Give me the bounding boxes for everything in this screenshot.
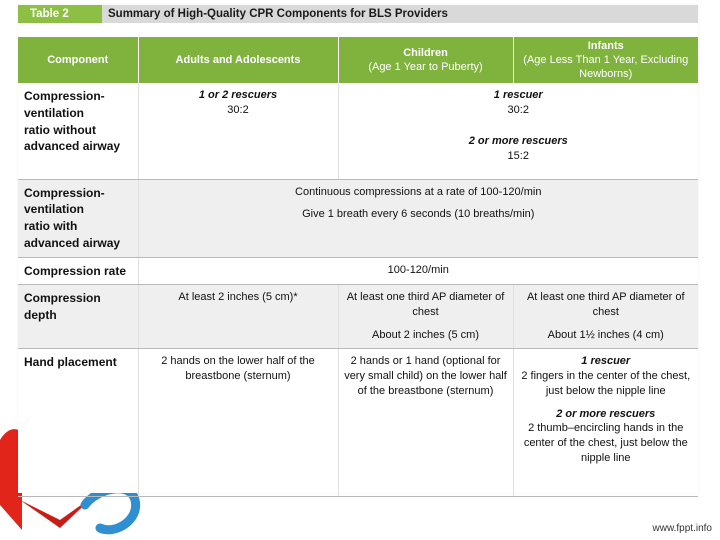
cpr-components-table (18, 37, 698, 497)
row-label: Compression-ventilation ratio with advanced airway (18, 179, 138, 257)
child-infant-ratio-cell: 1 rescuer 30:2 2 or more rescuers 15:2 (338, 83, 698, 179)
cpr-summary-table-card (18, 5, 698, 493)
table-row-ratio-without-airway (18, 83, 698, 179)
child-hand-cell: 2 hands or 1 hand (optional for very small child) on the lower half of the breastbone (sternum) (338, 349, 513, 497)
header-adults: Adults and Adolescents (138, 37, 338, 83)
header-infants: Infants (Age Less Than 1 Year, Excluding Newborns) (513, 37, 698, 83)
row-label: Compression depth (18, 285, 138, 349)
table-row-ratio-with-airway (18, 179, 698, 257)
table-title-bar (18, 5, 698, 23)
row-label: Compression-ventilation ratio without advanced airway (18, 83, 138, 179)
table-row-compression-rate (18, 257, 698, 285)
header-component: Component (18, 37, 138, 83)
infant-depth-cell: At least one third AP diameter of chest About 1½ inches (4 cm) (513, 285, 698, 349)
adult-depth-cell: At least 2 inches (5 cm)* (138, 285, 338, 349)
row-label: Compression rate (18, 257, 138, 285)
rate-value-cell: 100-120/min (138, 257, 698, 285)
watermark: www.fppt.info (652, 523, 712, 534)
table-header-row (18, 37, 698, 83)
adult-ratio-cell: 1 or 2 rescuers 30:2 (138, 83, 338, 179)
airway-instructions-cell: Continuous compressions at a rate of 100-120/min Give 1 breath every 6 seconds (10 breaths/min) (138, 179, 698, 257)
adult-hand-cell: 2 hands on the lower half of the breastbone (sternum) (138, 349, 338, 497)
table-row-hand-placement (18, 349, 698, 497)
row-label: Hand placement (18, 349, 138, 497)
child-depth-cell: At least one third AP diameter of chest About 2 inches (5 cm) (338, 285, 513, 349)
table-title: Summary of High-Quality CPR Components for BLS Providers (108, 8, 448, 20)
table-tag: Table 2 (18, 5, 102, 23)
header-children: Children (Age 1 Year to Puberty) (338, 37, 513, 83)
infant-hand-cell: 1 rescuer 2 fingers in the center of the chest, just below the nipple line 2 or more rescuers 2 thumb–encircling hands in the center of the chest, just below the nipple line (513, 349, 698, 497)
table-row-compression-depth (18, 285, 698, 349)
